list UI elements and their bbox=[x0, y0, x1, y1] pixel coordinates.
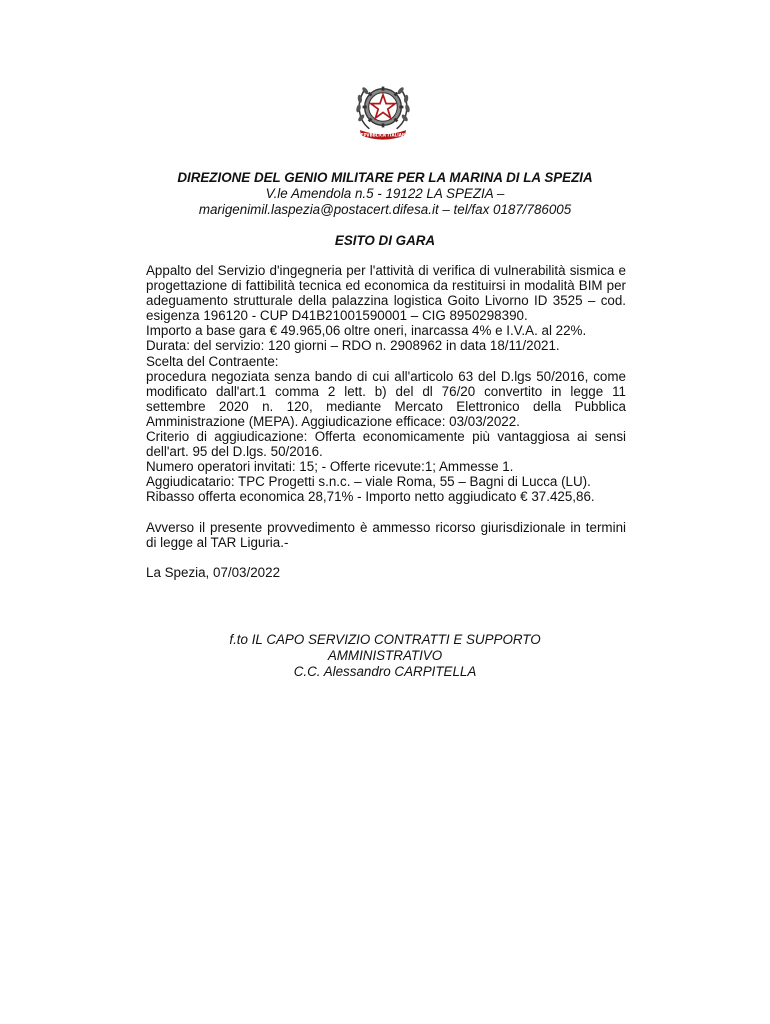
office-address: V.le Amendola n.5 - 19122 LA SPEZIA – bbox=[265, 186, 505, 201]
durata-line: Durata: del servizio: 120 giorni – RDO n. 2908962 in data 18/11/2021. bbox=[146, 338, 560, 354]
appalto-paragraph: Appalto del Servizio d'ingegneria per l'attività di verifica di vulnerabilità sismica e progettazione di fattibilità tecnica ed economica da restituirsi in modalità BIM per adeguamento strutturale della palazzina logistica Goito Livorno ID 3525 – cod. esigenza 196120 - CUP D41B21001590001 – CIG 8950298390. bbox=[146, 263, 626, 324]
place-date: La Spezia, 07/03/2022 bbox=[146, 564, 281, 580]
svg-text:REPVBBLICA ITALIANA: REPVBBLICA ITALIANA bbox=[357, 132, 409, 138]
criterio-paragraph: Criterio di aggiudicazione: Offerta economicamente più vantaggiosa ai sensi dell'art. 95 del D.lgs. 50/2016. bbox=[146, 429, 626, 460]
aggiudicatario-line: Aggiudicatario: TPC Progetti s.n.c. – viale Roma, 55 – Bagni di Lucca (LU). bbox=[146, 474, 591, 490]
signatory-name: C.C. Alessandro CARPITELLA bbox=[293, 664, 477, 679]
signature-line-1: f.to IL CAPO SERVIZIO CONTRATTI E SUPPORTO bbox=[229, 632, 541, 647]
importo-line: Importo a base gara € 49.965,06 oltre oneri, inarcassa 4% e I.V.A. al 22%. bbox=[146, 323, 587, 339]
document-body bbox=[146, 263, 626, 580]
office-title: DIREZIONE DEL GENIO MILITARE PER LA MARINA DI LA SPEZIA bbox=[177, 170, 593, 185]
ribasso-paragraph: Ribasso offerta economica 28,71% - Importo netto aggiudicato € 37.425,86. bbox=[146, 489, 595, 505]
ricorso-paragraph: Avverso il presente provvedimento è ammesso ricorso giurisdizionale in termini di legge al TAR Liguria.- bbox=[146, 519, 626, 550]
italian-republic-emblem-icon bbox=[349, 73, 417, 141]
signature-block bbox=[150, 632, 620, 680]
procedura-paragraph: procedura negoziata senza bando di cui all'articolo 63 del D.lgs 50/2016, come modificato dall'art.1 comma 2 lett. b) del dl 76/20 convertito in legge 11 settembre 2020 n. 120, mediante Mercato Elettronico della Pubblica Amministrazione (MEPA). Aggiudicazione efficace: 03/03/2022. bbox=[146, 368, 626, 429]
signature-line-2: AMMINISTRATIVO bbox=[327, 648, 443, 663]
office-contact: marigenimil.laspezia@postacert.difesa.it – tel/fax 0187/786005 bbox=[198, 202, 572, 217]
letterhead bbox=[110, 170, 660, 218]
document-title: ESITO DI GARA bbox=[334, 233, 436, 248]
numero-operatori-line: Numero operatori invitati: 15; - Offerte ricevute:1; Ammesse 1. bbox=[146, 459, 514, 475]
scelta-label: Scelta del Contraente: bbox=[146, 353, 279, 369]
